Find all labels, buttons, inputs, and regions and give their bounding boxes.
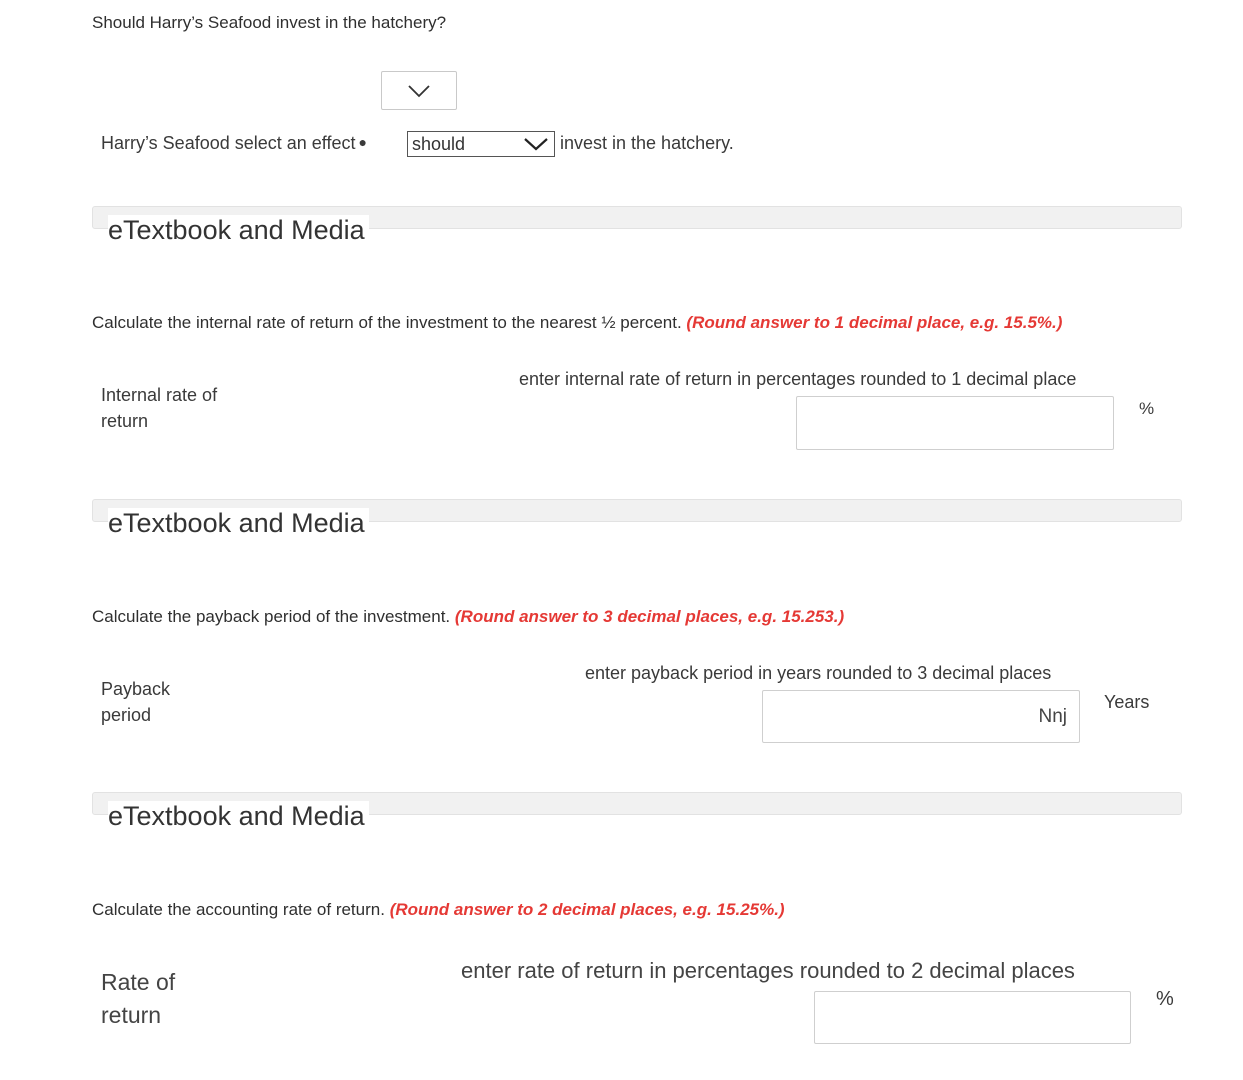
question-irr	[92, 313, 1062, 333]
answer-select-empty[interactable]	[381, 71, 457, 110]
arr-row-label	[101, 966, 175, 1032]
arr-input[interactable]	[814, 991, 1131, 1044]
arr-rounding-hint: (Round answer to 2 decimal places, e.g. 15.25%.)	[389, 900, 785, 919]
question-irr-text: Calculate the internal rate of return of the investment to the nearest ½ percent.	[92, 313, 682, 332]
question-arr	[92, 900, 785, 920]
payback-rounding-hint: (Round answer to 3 decimal places, e.g. 15.253.)	[454, 607, 845, 626]
payback-input-hint: enter payback period in years rounded to 3 decimal places	[585, 663, 1052, 683]
irr-rounding-hint: (Round answer to 1 decimal place, e.g. 15.5%.)	[686, 313, 1063, 332]
bullet-icon: ●	[358, 134, 367, 150]
sentence-prefix	[101, 130, 367, 157]
irr-label-line1: Internal rate of	[101, 385, 218, 405]
etextbook-media-link-3[interactable]: eTextbook and Media	[108, 801, 369, 832]
irr-row-label	[101, 382, 217, 434]
should-select[interactable]	[407, 131, 555, 157]
chevron-down-icon	[522, 136, 550, 152]
etextbook-media-link-1[interactable]: eTextbook and Media	[108, 215, 369, 246]
payback-unit: Years	[1104, 692, 1150, 712]
arr-label-line2: return	[101, 1002, 162, 1028]
sentence-prefix-text: Harry’s Seafood select an effect	[101, 133, 356, 153]
payback-row-label	[101, 676, 170, 728]
question-arr-text: Calculate the accounting rate of return.	[92, 900, 385, 919]
payback-label-line1: Payback	[101, 679, 171, 699]
question-payback-text: Calculate the payback period of the investment.	[92, 607, 451, 626]
irr-label-line2: return	[101, 411, 149, 431]
question-invest: Should Harry’s Seafood invest in the hatchery?	[92, 13, 447, 32]
payback-label-line2: period	[101, 705, 152, 725]
irr-input-hint: enter internal rate of return in percentages rounded to 1 decimal place	[519, 369, 1077, 389]
irr-unit: %	[1139, 399, 1155, 418]
arr-label-line1: Rate of	[101, 969, 176, 995]
payback-input[interactable]	[762, 690, 1080, 743]
etextbook-media-link-2[interactable]: eTextbook and Media	[108, 508, 369, 539]
irr-input[interactable]	[796, 396, 1114, 450]
sentence-suffix: invest in the hatchery.	[560, 133, 734, 153]
arr-unit: %	[1156, 988, 1174, 1010]
chevron-down-icon	[407, 84, 431, 98]
arr-input-hint: enter rate of return in percentages rounded to 2 decimal places	[461, 958, 1075, 983]
should-select-value: should	[412, 133, 466, 154]
question-payback	[92, 607, 844, 627]
